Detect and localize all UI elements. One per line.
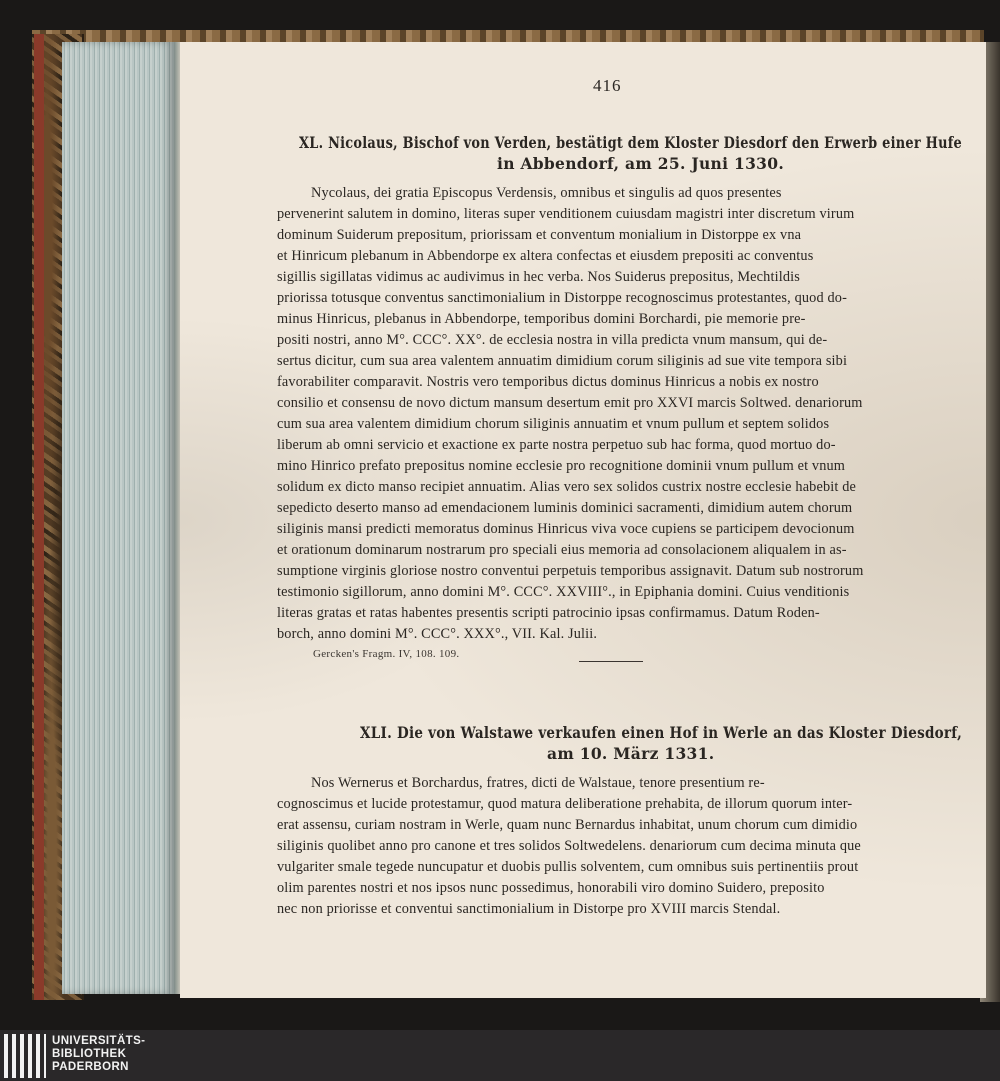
library-logo-line-1: UNIVERSITÄTS- bbox=[52, 1035, 146, 1047]
charter-xli-text-line: erat assensu, curiam nostram in Werle, quam nunc Bernardus inhabitat, unum chorum cum dimidio bbox=[277, 817, 858, 833]
charter-xl-text-line: testimonio sigillorum, anno domini M°. CCC°. XXVIII°., in Epiphania domini. Cuius venditionis bbox=[277, 584, 850, 600]
page-number: 416 bbox=[593, 76, 622, 95]
charter-xli-text-line: cognoscimus et lucide protestamur, quod matura deliberatione prehabita, de illorum quorum inter- bbox=[277, 796, 853, 812]
charter-xl-text-line: et Hinricum plebanum in Abbendorpe ex altera confectas et eiusdem prepositi ac conventus bbox=[277, 248, 814, 264]
library-logo-line-3: PADERBORN bbox=[52, 1061, 129, 1073]
charter-xl-source: Gercken's Fragm. IV, 108. 109. bbox=[313, 648, 460, 660]
charter-xli-heading-line-2: am 10. März 1331. bbox=[547, 744, 715, 763]
library-logo-line-2: BIBLIOTHEK bbox=[52, 1048, 127, 1060]
charter-xl-text-line: liberum ab omni servicio et exactione ex parte nostra perpetuo sub hac forma, quod mortuo do- bbox=[277, 437, 836, 453]
charter-xli-text-line: nec non priorisse et conventui sanctimonialium in Distorpe pro XVIII marcis Stendal. bbox=[277, 901, 781, 917]
charter-xl-text-line: priorissa totusque conventus sanctimonialium in Distorppe recognoscimus protestantes, quod do- bbox=[277, 290, 847, 306]
charter-xl-text-line: siliginis mansi predicti memoratus dominus Hinricus viva voce cupiens se participem devocionum bbox=[277, 521, 855, 537]
charter-xl-text-line: pervenerint salutem in domino, literas super venditionem cuiusdam magistri inter discretum virum bbox=[277, 206, 855, 222]
section-divider bbox=[579, 661, 643, 662]
charter-xl-text-line: sumptione virginis gloriose nostro conventui perpetuis temporibus assignavit. Datum sub nostrorum bbox=[277, 563, 864, 579]
charter-xl-text-line: et orationum dominarum nostrarum pro speciali eius memoria ad consolacionem aliqualem in as- bbox=[277, 542, 847, 558]
charter-xl-text-line: cum sua area valentem dimidium chorum siliginis annuatim et vnum pullum et septem solidos bbox=[277, 416, 830, 432]
library-logo-icon bbox=[4, 1034, 46, 1078]
charter-xli-heading-line-1: XLI. Die von Walstawe verkaufen einen Hof in Werle an das Kloster Diesdorf, bbox=[360, 723, 963, 742]
charter-xl-heading-line-1: XL. Nicolaus, Bischof von Verden, bestätigt dem Kloster Diesdorf den Erwerb einer Hufe bbox=[299, 133, 963, 152]
charter-xl-text-line: Nycolaus, dei gratia Episcopus Verdensis, omnibus et singulis ad quos presentes bbox=[311, 185, 782, 201]
page-stack-edge bbox=[62, 42, 174, 994]
book-spine bbox=[34, 34, 44, 1000]
charter-xl-text-line: literas gratas et ratas habentes presentis scripti patrocinio ipsas confirmamus. Datum Roden- bbox=[277, 605, 820, 621]
charter-xl-text-line: sertus dicitur, cum sua area valentem annuatim dimidium corum siliginis ad sue vite tempora sibi bbox=[277, 353, 848, 369]
charter-xl-heading-line-2: in Abbendorf, am 25. Juni 1330. bbox=[497, 154, 785, 173]
charter-xl-text-line: minus Hinricus, plebanus in Abbendorpe, temporibus domini Borchardi, pie memorie pre- bbox=[277, 311, 806, 327]
charter-xli-text-line: siliginis quolibet anno pro canone et tres solidos Soltwedelens. denariorum cum decima minuta que bbox=[277, 838, 861, 854]
charter-xl-text-line: mino Hinrico prefato prepositus nomine ecclesie pro recognitione dominii vnum pullum et vnum bbox=[277, 458, 846, 474]
charter-xl-text-line: favorabiliter comparavit. Nostris vero temporibus dictus dominus Hinricus a nobis ex nostro bbox=[277, 374, 819, 390]
book-cover-top-edge bbox=[32, 30, 984, 42]
charter-xl-text-line: sigillis sigillatas vidimus ac audivimus in hec verba. Nos Suiderus prepositus, Mechtildis bbox=[277, 269, 800, 285]
charter-xl-text-line: sepedicto deserto manso ad emendacionem luminis dominici sacramenti, dimidium autem chorum bbox=[277, 500, 853, 516]
charter-xli-text-line: Nos Wernerus et Borchardus, fratres, dicti de Walstaue, tenore presentium re- bbox=[311, 775, 765, 791]
charter-xl-text-line: positi nostri, anno M°. CCC°. XX°. de ecclesia nostra in villa predicta vnum mansum, qui de- bbox=[277, 332, 828, 348]
charter-xli-text-line: olim parentes nostri et nos ipsos nunc possedimus, honorabili viro domino Suidero, preposito bbox=[277, 880, 825, 896]
charter-xli-text-line: vulgariter smale tegede nuncupatur et duobis pullis solventem, cum omnibus suis pertinentiis prout bbox=[277, 859, 859, 875]
library-footer-bar bbox=[0, 1030, 1000, 1081]
charter-xl-text-line: dominum Suiderum prepositum, priorissam et conventum monialium in Distorppe ex vna bbox=[277, 227, 802, 243]
charter-xl-text-line: solidum ex dicto manso recipiet annuatim. Alias vero sex solidos custrix nostre ecclesie habebit de bbox=[277, 479, 857, 495]
charter-xl-text-line: borch, anno domini M°. CCC°. XXX°., VII. Kal. Julii. bbox=[277, 626, 598, 642]
charter-xl-text-line: consilio et consensu de novo dictum mansum desertum emit pro XXVI marcis Soltwed. denariorum bbox=[277, 395, 863, 411]
